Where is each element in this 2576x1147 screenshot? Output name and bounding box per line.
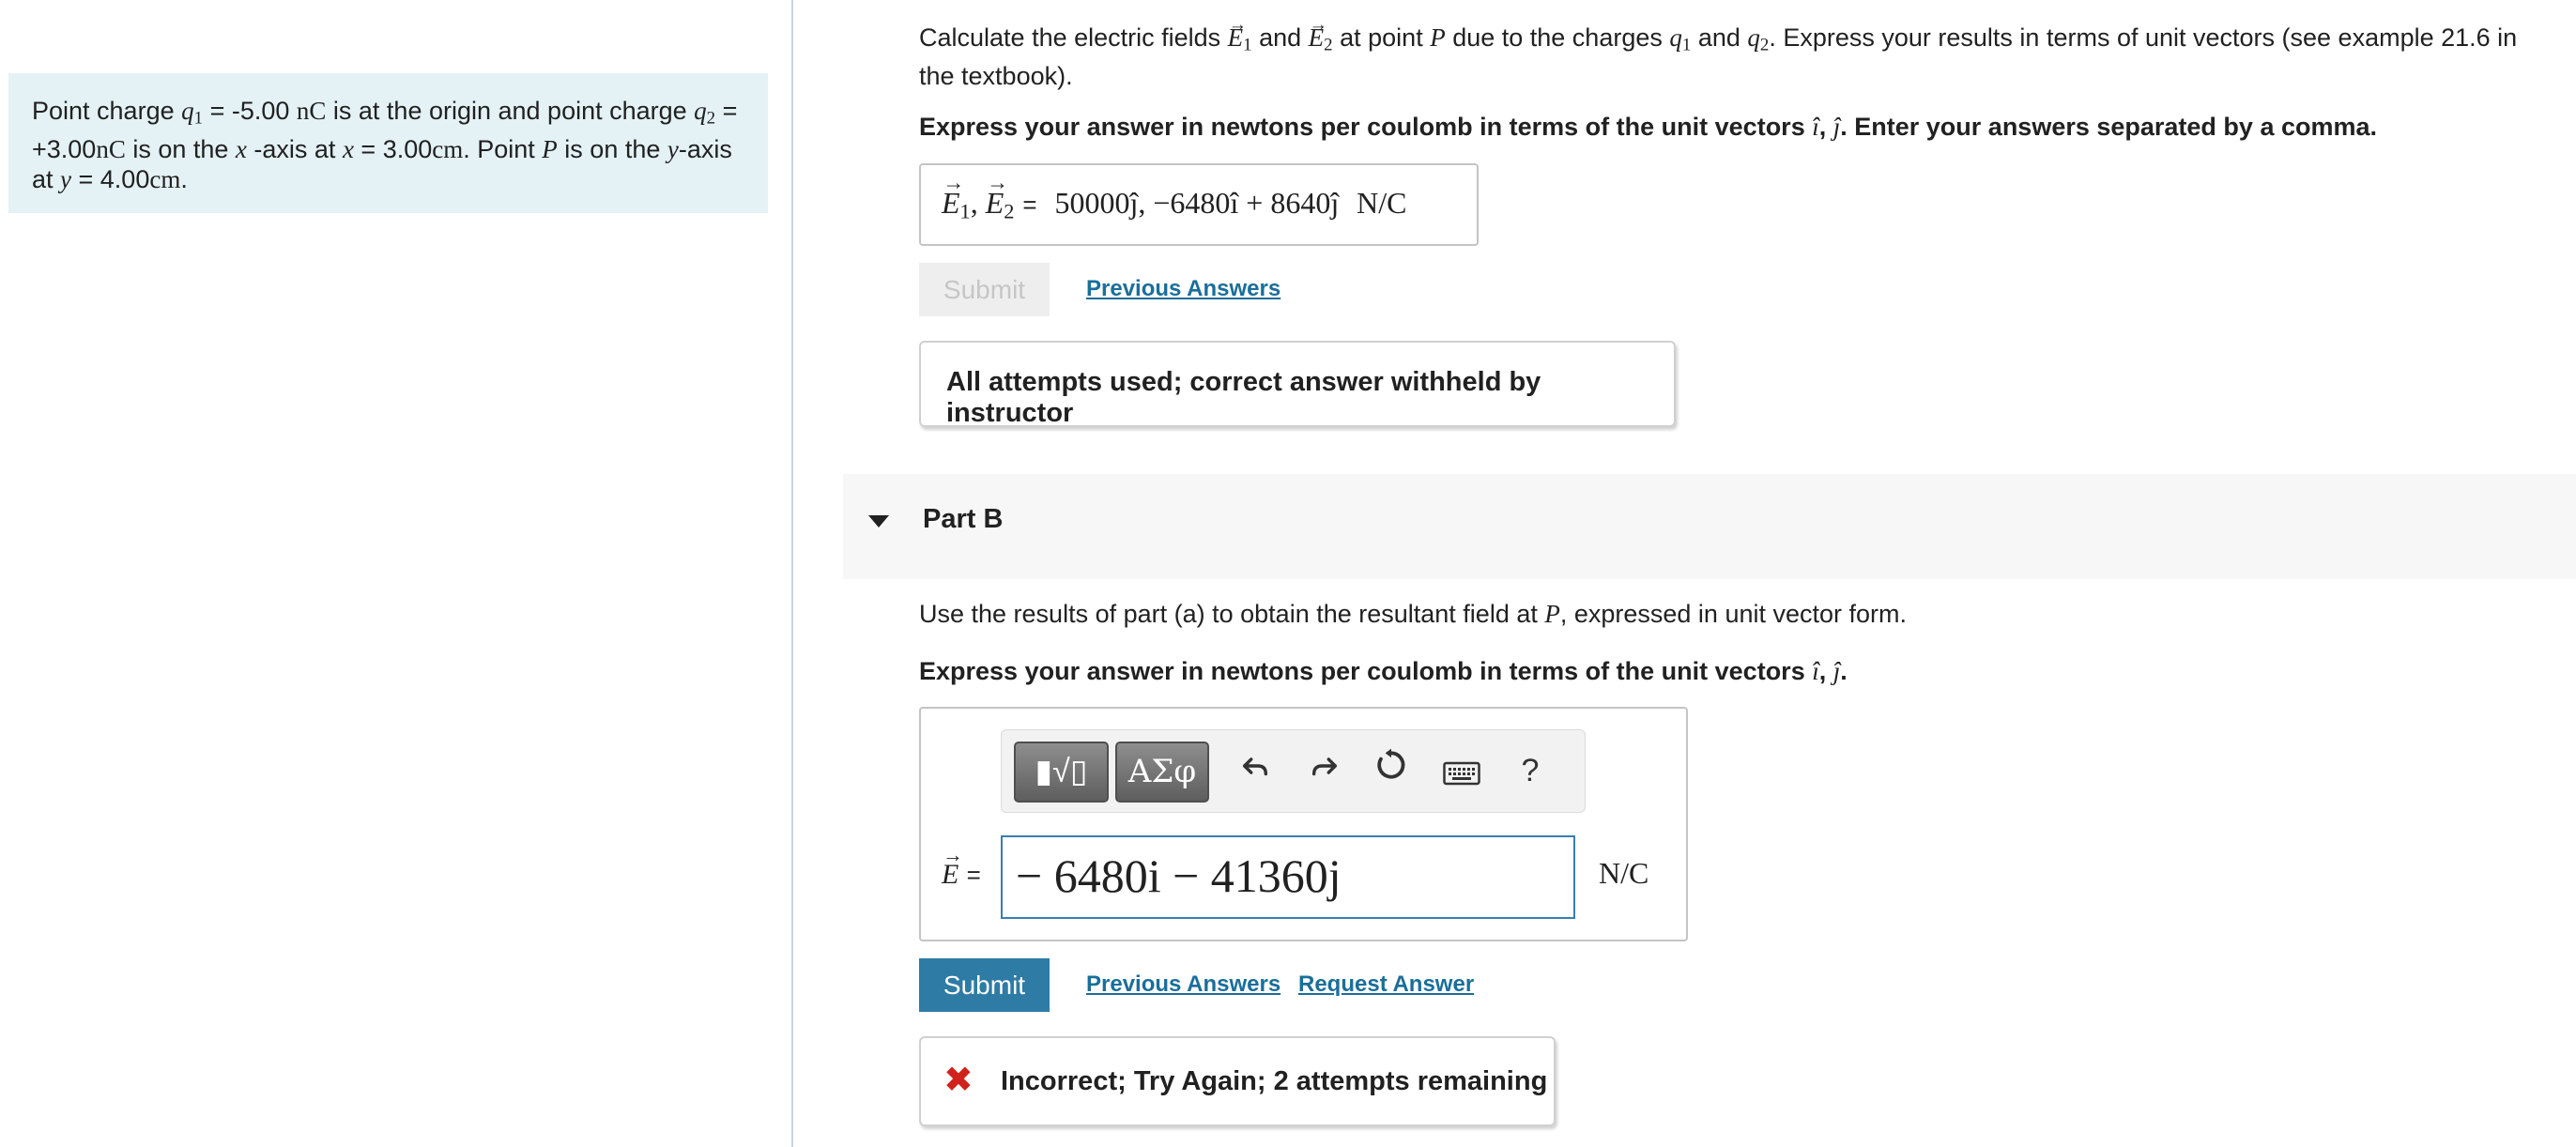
caret-down-icon[interactable] [868,515,889,528]
partB-feedback-text: Incorrect; Try Again; 2 attempts remaining [1001,1066,1548,1096]
partB-question: Use the results of part (a) to obtain the resultant field at P, expressed in unit vector form. [919,600,1908,628]
math-toolbar [1001,729,1586,813]
partA-question: Calculate the electric fields → $E_1$ and → $E_2$ at point P due to the charges $q_1$ and $q_2$. Express your results in terms of unit vectors (see example 21.6 in the textbook). [919,23,2553,92]
templates-button[interactable]: ▮√▯ [1014,742,1109,803]
partB-math-input[interactable] [1001,835,1575,919]
partB-header[interactable] [843,474,2576,579]
partA-answer-value: 50000ĵ, −6480î + 8640ĵ [1054,186,1340,220]
partB-feedback-box [919,1036,1556,1126]
keyboard-icon[interactable] [1438,753,1485,800]
partB-instruction: Express your answer in newtons per coulomb in terms of the unit vectors î, ĵ. [919,657,1848,685]
help-icon[interactable]: ? [1521,753,1540,788]
partB-answer-units: N/C [1599,856,1649,890]
partB-title: Part B [923,504,1004,534]
partA-previous-answers-link[interactable]: Previous Answers [1086,276,1281,301]
partB-answer-label: → E = [942,859,981,891]
partB-answer-box [919,707,1688,941]
redo-icon[interactable] [1301,747,1348,794]
problem-intro-text: Point charge $q_1 = -5.00$ nC is at the origin and point charge $q_2 = +3.00nC$ is on the x -axis at x = 3.00cm. Point P is on the y-axis at y = 4.00cm. [32,97,738,193]
partA-answer-units: N/C [1357,186,1407,220]
partB-input-value[interactable]: − 6480i − 41360j [1016,849,1342,902]
partA-submit-button[interactable]: Submit [919,263,1050,316]
undo-icon[interactable] [1232,747,1279,794]
partA-answer-display [919,163,1479,246]
partA-feedback-box [919,341,1676,427]
problem-intro-panel [0,0,793,1147]
symbols-button[interactable]: ΑΣφ [1115,742,1209,803]
partB-submit-button[interactable]: Submit [919,958,1050,1012]
reset-icon[interactable] [1368,747,1415,794]
x-icon: ✖ [943,1061,974,1100]
partA-answer-label: → $E_1$, → $E_2$ = [942,186,1037,220]
problem-intro-box [8,73,768,213]
partB-previous-answers-link[interactable]: Previous Answers [1086,971,1281,997]
partB-request-answer-link[interactable]: Request Answer [1298,971,1475,997]
partA-feedback-text: All attempts used; correct answer withheld by instructor [946,367,1541,428]
partA-instruction: Express your answer in newtons per coulomb in terms of the unit vectors î, ĵ. Enter your answers separated by a comma. [919,113,2377,141]
